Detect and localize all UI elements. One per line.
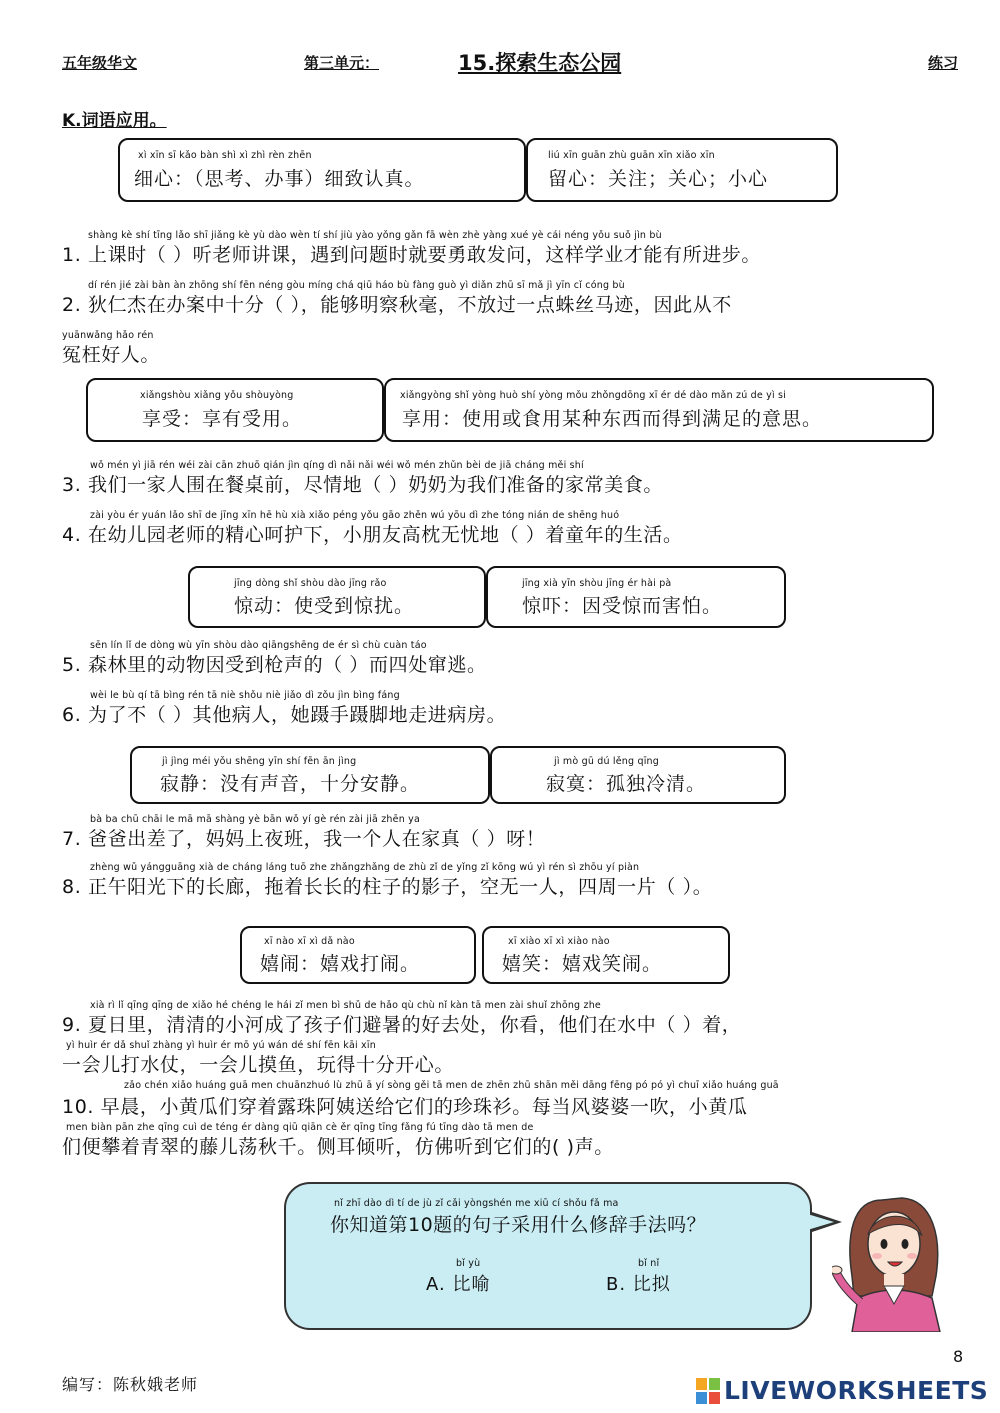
bubble-question: 你知道第10题的句子采用什么修辞手法吗？ [330, 1214, 707, 1236]
option-b-pinyin: bǐ nǐ [638, 1258, 660, 1269]
question-pinyin: bà ba chū chāi le mā mā shàng yè bān wǒ yí gè rén zài jiā zhēn ya [90, 814, 420, 825]
definition-box-xixin [118, 138, 526, 202]
question-pinyin: sēn lín lǐ de dòng wù yīn shòu dào qiāngshēng de ér sì chù cuàn táo [90, 640, 427, 651]
definition-text: 享受：享有受用。 [142, 408, 303, 430]
definition-text: 细心：（思考、办事）细致认真。 [134, 168, 425, 190]
question-1: 1. 上课时（ ）听老师讲课，遇到问题时就要勇敢发问，这样学业才能有所进步。 [62, 244, 762, 266]
exercise-type-label: 练习 [928, 54, 959, 72]
question-9: 9. 夏日里，清清的小河成了孩子们避暑的好去处，你看，他们在水中（ ）着， [62, 1014, 742, 1036]
definition-box-jijing [130, 746, 490, 804]
speech-bubble [284, 1182, 812, 1330]
definition-pinyin: xī nào xī xì dǎ nào [264, 936, 355, 947]
definition-text: 惊动：使受到惊扰。 [234, 595, 415, 617]
question-pinyin: dí rén jié zài bàn àn zhōng shí fēn néng gòu míng chá qiū háo bù fàng guò yì diǎn zhū sī mǎ jì yīn cǐ cóng bù [88, 280, 625, 291]
question-pinyin: zhèng wǔ yángguāng xià de cháng láng tuō zhe zhǎngzhǎng de zhù zǐ de yǐng zǐ kōng wú yì rén sì zhōu yí piàn [90, 862, 640, 873]
question-pinyin: shàng kè shí tīng lǎo shī jiǎng kè yù dào wèn tí shí jiù yào yǒng gǎn fā wèn zhè yàng xué yè cái néng yǒu suǒ jìn bù [88, 230, 662, 241]
definition-text: 嬉笑：嬉戏笑闹。 [502, 953, 663, 975]
option-a-pinyin: bǐ yù [456, 1258, 481, 1269]
definition-box-xinao [240, 926, 476, 984]
bubble-tail-inner [804, 1213, 834, 1231]
question-pinyin: wèi le bù qí tā bìng rén tā niè shǒu niè jiǎo dì zǒu jìn bìng fáng [90, 690, 400, 701]
definition-text: 留心：关注；关心；小心 [548, 168, 769, 190]
definition-pinyin: jīng xià yīn shòu jīng ér hài pà [522, 578, 672, 589]
definition-box-xiangyong [384, 378, 934, 442]
definition-box-xiangshou [86, 378, 384, 442]
question-2-cont: 冤枉好人。 [62, 344, 161, 366]
liveworksheets-logo-icon [696, 1378, 720, 1404]
question-7: 7. 爸爸出差了，妈妈上夜班，我一个人在家真（ ）呀！ [62, 828, 546, 850]
author-credit: 编写：陈秋娥老师 [62, 1375, 199, 1394]
option-a[interactable]: A. 比喻 [426, 1274, 491, 1295]
question-8: 8. 正午阳光下的长廊，拖着长长的柱子的影子，空无一人，四周一片（ ）。 [62, 876, 713, 898]
definition-box-jimo [490, 746, 786, 804]
section-title: K.词语应用。 [62, 111, 167, 131]
question-3: 3. 我们一家人围在餐桌前，尽情地（ ）奶奶为我们准备的家常美食。 [62, 474, 664, 496]
definition-pinyin: xiǎngshòu xiǎng yǒu shòuyòng [140, 390, 294, 401]
definition-pinyin: xì xīn sī kǎo bàn shì xì zhì rèn zhēn [138, 150, 312, 161]
question-pinyin: men biàn pān zhe qīng cuì de téng ér dàng qiū qiān cè ěr qīng tīng fǎng fú tīng dào tā men de [66, 1122, 534, 1133]
definition-pinyin: xiǎngyòng shǐ yòng huò shí yòng mǒu zhǒngdōng xī ér dé dào mǎn zú de yì si [400, 390, 787, 401]
question-pinyin: zài yòu ér yuán lǎo shī de jīng xīn hē hù xià xiǎo péng yǒu gāo zhěn wú yōu dì zhe tóng nián de shēng huó [90, 510, 620, 521]
question-6: 6. 为了不（ ）其他病人，她蹑手蹑脚地走进病房。 [62, 704, 507, 726]
definition-pinyin: liú xīn guān zhù guān xīn xiǎo xīn [548, 150, 715, 161]
question-10: 10. 早晨，小黄瓜们穿着露珠阿姨送给它们的珍珠衫。每当风婆婆一吹，小黄瓜 [62, 1096, 748, 1118]
question-pinyin: yì huìr ér dǎ shuǐ zhàng yì huìr ér mō yú wán dé shí fēn kāi xīn [66, 1040, 376, 1051]
question-4: 4. 在幼儿园老师的精心呵护下，小朋友高枕无忧地（ ）着童年的生活。 [62, 524, 683, 546]
definition-box-liuxin [526, 138, 838, 202]
definition-pinyin: jīng dòng shǐ shòu dào jīng rǎo [234, 578, 387, 589]
bubble-question-pinyin: nǐ zhī dào dì tí de jù zǐ cǎi yòngshén me xiū cí shǒu fǎ ma [334, 1198, 619, 1209]
question-9-cont: 一会儿打水仗，一会儿摸鱼，玩得十分开心。 [62, 1054, 455, 1076]
definition-pinyin: jì jìng méi yǒu shēng yīn shí fēn ān jìng [162, 756, 357, 767]
definition-box-xixiao [482, 926, 730, 984]
liveworksheets-logo[interactable]: LIVEWORKSHEETS [724, 1376, 989, 1405]
question-10-cont: 们便攀着青翠的藤儿荡秋千。侧耳倾听，仿佛听到它们的( )声。 [62, 1136, 614, 1158]
definition-pinyin: xī xiào xī xì xiào nào [508, 936, 610, 947]
definition-box-jingxia [486, 566, 786, 628]
definition-text: 寂寞：孤独冷清。 [546, 773, 707, 795]
question-5: 5. 森林里的动物因受到枪声的（ ）而四处窜逃。 [62, 654, 487, 676]
unit-label: 第三单元： [304, 54, 380, 72]
definition-text: 惊吓：因受惊而害怕。 [522, 595, 723, 617]
question-pinyin: zǎo chén xiǎo huáng guā men chuānzhuó lù zhū ā yí sòng gěi tā men de zhēn zhū shān měi dāng fēng pó pó yì chuī xiǎo huáng guā [124, 1080, 779, 1091]
page-number: 8 [953, 1347, 964, 1366]
question-pinyin: yuānwǎng hǎo rén [62, 330, 154, 341]
teacher-illustration [832, 1186, 962, 1332]
grade-label: 五年级华文 [62, 54, 138, 72]
question-2: 2. 狄仁杰在办案中十分（ ），能够明察秋毫，不放过一点蛛丝马迹，因此从不 [62, 294, 732, 316]
definition-box-jingdong [188, 566, 486, 628]
definition-text: 享用：使用或食用某种东西而得到满足的意思。 [402, 408, 823, 430]
definition-pinyin: jì mò gū dú lěng qīng [554, 756, 660, 767]
page-title: 15.探索生态公园 [458, 51, 622, 75]
question-pinyin: wǒ mén yì jiā rén wéi zài cān zhuō qián jìn qíng dì nǎi nǎi wéi wǒ mén zhǔn bèi de jiā cháng měi shí [90, 460, 584, 471]
question-pinyin: xià rì lǐ qīng qīng de xiǎo hé chéng le hái zǐ men bì shǔ de hǎo qù chù nǐ kàn tā men zài shuǐ zhōng zhe [90, 1000, 601, 1011]
option-b[interactable]: B. 比拟 [606, 1274, 671, 1295]
definition-text: 嬉闹：嬉戏打闹。 [260, 953, 421, 975]
definition-text: 寂静：没有声音，十分安静。 [160, 773, 421, 795]
